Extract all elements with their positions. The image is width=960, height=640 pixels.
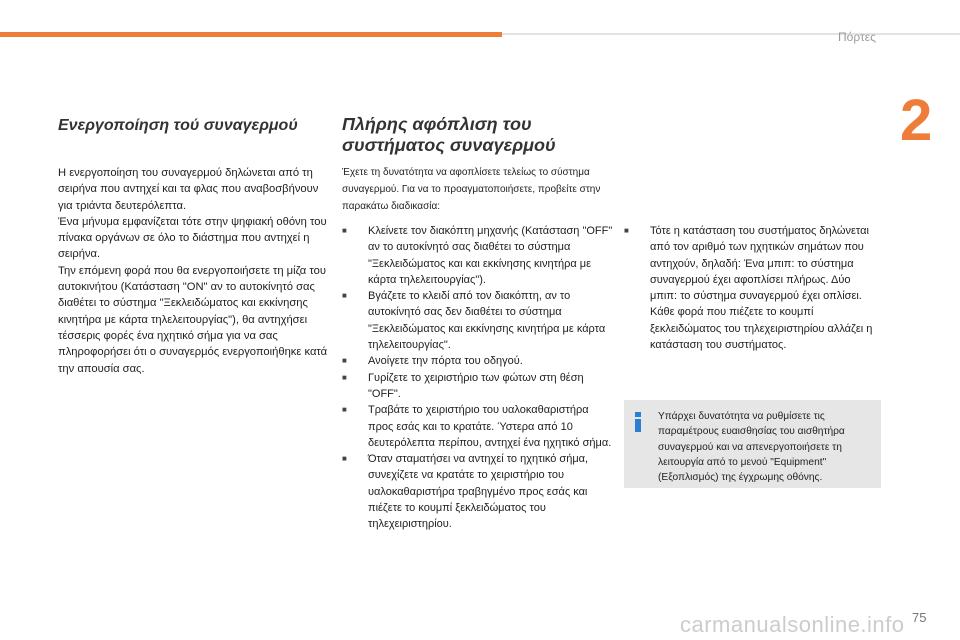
bullet-icon: ■: [342, 226, 347, 235]
list-item: [342, 223, 614, 288]
right-steps-list: [624, 223, 879, 353]
middle-intro: Έχετε τη δυνατότητα να αφοπλίσετε τελείως το σύστημα συναγερμού. Για να το προαγματοποιήσετε, προβείτε στην παρακάτω διαδικασία:: [342, 167, 601, 212]
step-text: Ανοίγετε την πόρτα του οδηγού.: [368, 355, 523, 368]
bullet-icon: ■: [342, 454, 347, 464]
info-box: [624, 400, 881, 488]
section-name: Πόρτες: [838, 30, 876, 44]
list-item: [342, 288, 614, 353]
step-text: Κλείνετε τον διακόπτη μηχανής (Κατάσταση "OFF" αν το αυτοκίνητό σας διαθέτει το σύστημα "Ξεκλειδώματος και και εκκίνησης κινητήρα με κάρτα τηλελειτουργίας").: [368, 225, 613, 286]
info-icon: [633, 412, 643, 432]
step-text: Όταν σταματήσει να αντηχεί το ηχητικό σήμα, συνεχίζετε να κρατάτε το χειριστήριο του υαλοκαθαριστήρα τραβηγμένο προς εσάς και πιέζετε το κουμπί ξεκλειδώματος του τηλεχειριστηρίου.: [368, 453, 589, 531]
watermark: carmanualsonline.info: [680, 612, 905, 637]
header-accent-bar: [0, 32, 502, 37]
bullet-icon: ■: [342, 356, 347, 366]
left-heading: Ενεργοποίηση τού συναγερμού: [58, 117, 298, 134]
step-text: Τραβάτε το χειριστήριο του υαλοκαθαριστήρα προς εσάς και το κρατάτε. Ύστερα από 10 δευτερόλεπτα περίπου, αντηχεί ένα ηχητικό σήμα.: [368, 404, 612, 449]
bullet-icon: ■: [342, 405, 347, 415]
left-body: [58, 165, 328, 377]
list-item: [342, 370, 614, 403]
bullet-icon: ■: [342, 372, 347, 382]
middle-heading: Πλήρης αφόπλιση του συστήματος συναγερμού: [342, 114, 556, 155]
info-text: Υπάρχει δυνατότητα να ρυθμίσετε τις παραμέτρους ευαισθησίας του αισθητήρα συναγερμού και να απενεργοποιήσετε τη λειτουργία από το μενού "Equipment" (Εξοπλισμός) της έγχρωμης οθόνης.: [658, 411, 845, 484]
list-item: [342, 451, 614, 532]
left-paragraph: Η ενεργοποίηση του συναγερμού δηλώνεται από τη σειρήνα που αντηχεί και τα φλας που αναβοσβήνουν για τριάντα δευτερόλεπτα.: [58, 167, 319, 212]
chapter-number: 2: [900, 88, 933, 153]
list-item: [624, 223, 879, 353]
bullet-icon: ■: [624, 226, 629, 235]
middle-steps-list: [342, 223, 614, 533]
list-item: [342, 402, 614, 451]
page-number: 75: [912, 610, 927, 625]
left-paragraph: Ένα μήνυμα εμφανίζεται τότε στην ψηφιακή οθόνη του πίνακα οργάνων σε όλο το διάστημα που αντηχεί η σειρήνα.: [58, 215, 327, 261]
left-paragraph: Την επόμενη φορά που θα ενεργοποιήσετε τη μίζα του αυτοκινήτου (Κατάσταση "ON" αν το αυτοκίνητό σας διαθέτει το σύστημα "Ξεκλειδώματος και εκκίνησης κινητήρα με κάρτα τηλελειτουργίας"), θα αντηχήσει τέσσερις φορές ένα ηχητικό σήμα για να σας πληροφορήσει ότι ο συναγερμός ενεργοποιήθηκε κατά την απουσία σας.: [58, 264, 328, 375]
step-text: Τότε η κατάσταση του συστήματος δηλώνεται από τον αριθμό των ηχητικών σημάτων που αντηχούν, δηλαδή: Ένα μπιπ: το σύστημα συναγερμού έχει αφοπλίσει πλήρως. Δύο μπιπ: το σύστημα συναγερμού έχει οπλίσει. Κάθε φορά που πιέζετε το κουμπί ξεκλειδώματος του τηλεχειριστηρίου αλλάζει η κατάσταση του συστήματος.: [650, 225, 873, 352]
step-text: Γυρίζετε το χειριστήριο των φώτων στη θέση "OFF".: [368, 371, 584, 400]
list-item: [342, 353, 614, 369]
bullet-icon: ■: [342, 291, 347, 301]
step-text: Βγάζετε το κλειδί από τον διακόπτη, αν το αυτοκίνητό σας δεν διαθέτει το σύστημα "Ξεκλειδώματος και εκκίνησης κινητήρα με κάρτα τηλελειτουργίας".: [368, 290, 606, 352]
